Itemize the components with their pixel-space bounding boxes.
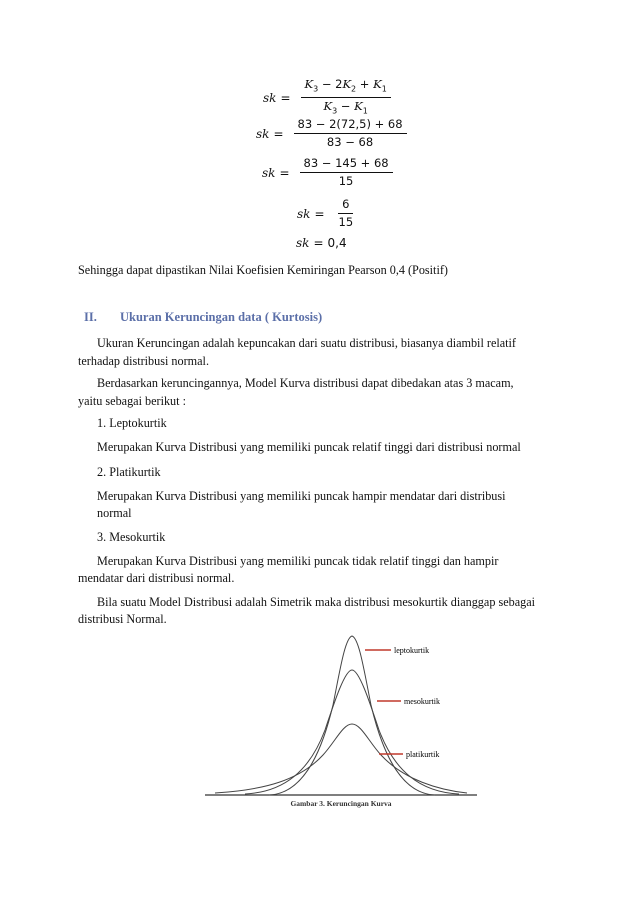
list-item-description-line2: mendatar dari distribusi normal.: [78, 571, 235, 585]
list-item-description-line1: Merupakan Kurva Distribusi yang memiliki puncak hampir mendatar dari distribusi: [97, 489, 506, 503]
mesokurtik-label: mesokurtik: [404, 697, 440, 706]
fraction: [301, 76, 391, 120]
list-item-title: 1. Leptokurtik: [97, 416, 167, 430]
paragraph-types-line1: Berdasarkan keruncingannya, Model Kurva distribusi dapat dibedakan atas 3 macam,: [97, 376, 514, 390]
equation-simplify: [262, 155, 393, 190]
equation-rhs: 0,4: [327, 236, 347, 250]
equation-substitution: [256, 116, 407, 151]
section-number: II.: [84, 310, 97, 324]
fraction-numerator: $K_3 - 2K_2 + K_1$: [301, 76, 391, 98]
equation-lhs: sk: [262, 165, 276, 180]
equals-sign: =: [313, 236, 324, 250]
equation-lhs: sk: [263, 90, 277, 105]
leptokurtik-curve: [269, 636, 435, 795]
platikurtik-label: platikurtik: [406, 750, 440, 759]
fraction-denominator: 15: [338, 215, 354, 229]
figure-caption: Gambar 3. Keruncingan Kurva: [290, 799, 392, 808]
fraction: [294, 116, 407, 151]
fraction-numerator: 83 − 145 + 68: [300, 155, 393, 173]
paragraph-definition-line2: terhadap distribusi normal.: [78, 354, 209, 368]
list-item-description: Merupakan Kurva Distribusi yang memiliki puncak relatif tinggi dari distribusi normal: [97, 440, 521, 454]
equation-result: [296, 236, 347, 250]
list-item-title: 3. Mesokurtik: [97, 530, 166, 544]
fraction-denominator: $K_3 - K_1$: [323, 99, 368, 116]
fraction-numerator: 83 − 2(72,5) + 68: [294, 116, 407, 134]
list-item-description-line1: Merupakan Kurva Distribusi yang memiliki puncak tidak relatif tinggi dan hampir: [97, 554, 499, 568]
paragraph-definition-line1: Ukuran Keruncingan adalah kepuncakan dari suatu distribusi, biasanya diambil relatif: [97, 336, 516, 350]
fraction-numerator: 6: [338, 196, 353, 214]
list-item-description-line2: normal: [97, 506, 132, 520]
paragraph-normal-line1: Bila suatu Model Distribusi adalah Simetrik maka distribusi mesokurtik dianggap sebagai: [97, 595, 536, 609]
list-item-title: 2. Platikurtik: [97, 465, 161, 479]
paragraph-types-line2: yaitu sebagai berikut :: [78, 394, 186, 408]
equals-sign: =: [280, 90, 291, 105]
mesokurtik-curve: [245, 670, 459, 794]
equation-lhs: sk: [297, 206, 311, 221]
equation-lhs: sk: [296, 236, 310, 250]
equals-sign: =: [273, 126, 284, 141]
leptokurtik-label: leptokurtik: [394, 646, 430, 655]
paragraph-normal-line2: distribusi Normal.: [78, 612, 167, 626]
equals-sign: =: [279, 165, 290, 180]
fraction: [335, 196, 358, 231]
fraction-denominator: 15: [338, 174, 354, 188]
fraction-denominator: 83 − 68: [326, 135, 374, 149]
equation-general: [263, 76, 391, 120]
equation-lhs: sk: [256, 126, 270, 141]
fraction: [300, 155, 393, 190]
equation-fraction: [297, 196, 357, 231]
section-title: Ukuran Keruncingan data ( Kurtosis): [120, 310, 323, 324]
kurtosis-figure: [205, 630, 477, 808]
equals-sign: =: [314, 206, 325, 221]
conclusion-text: Sehingga dapat dipastikan Nilai Koefisien Kemiringan Pearson 0,4 (Positif): [78, 263, 448, 277]
